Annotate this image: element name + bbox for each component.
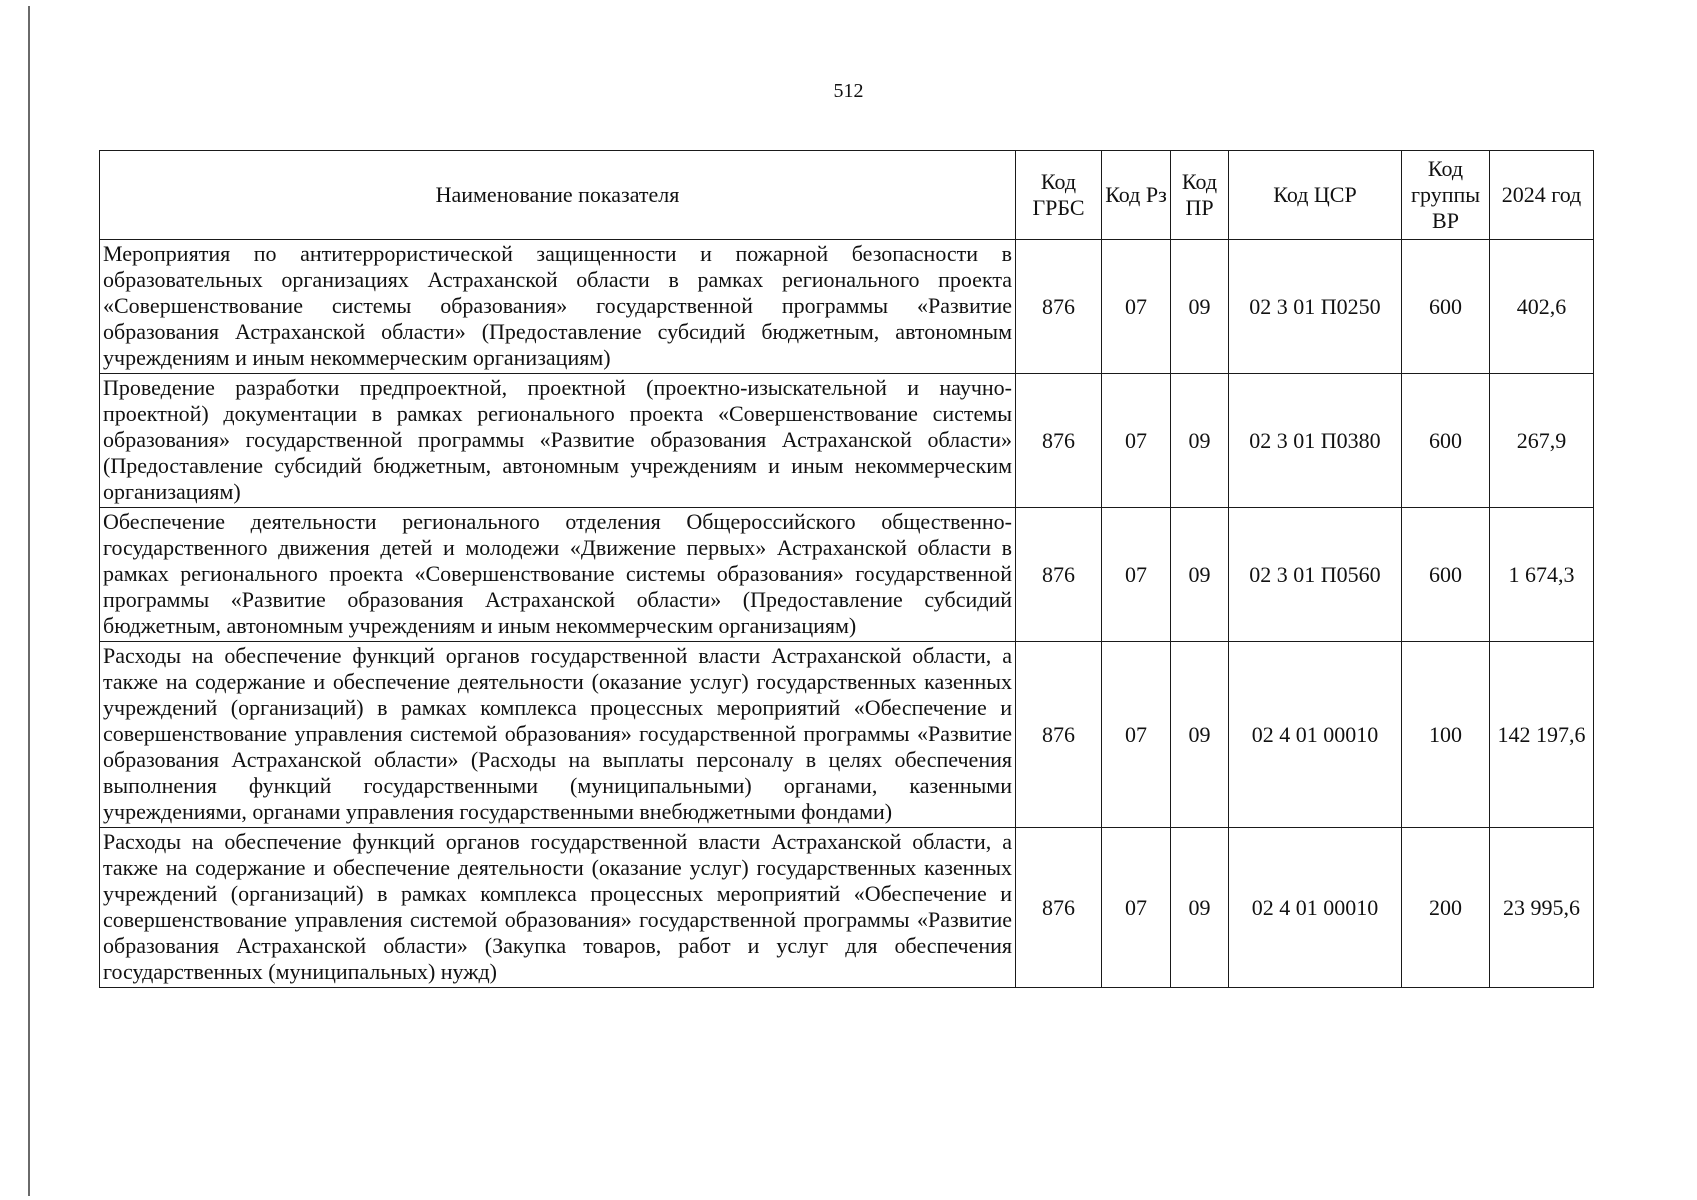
row-vr: 100: [1402, 642, 1490, 828]
row-rz: 07: [1102, 374, 1171, 508]
row-grbs: 876: [1016, 828, 1102, 988]
page-number: 512: [833, 80, 864, 102]
row-name: Расходы на обеспечение функций органов государственной власти Астраханской области, а также на содержание и обеспечение деятельности (оказание услуг) государственных казенных учреждений (организаций) в рамках комплекса процессных мероприятий «Обеспечение и совершенствование управления системой образования» государственной программы «Развитие образования Астраханской области» (Закупка товаров, работ и услуг для обеспечения государственных (муниципальных) нужд): [100, 828, 1016, 988]
row-rz: 07: [1102, 240, 1171, 374]
table-row: [100, 642, 1594, 828]
header-vr: Код группы ВР: [1402, 151, 1490, 240]
row-amount: 23 995,6: [1490, 828, 1594, 988]
header-grbs: Код ГРБС: [1016, 151, 1102, 240]
row-csr: 02 4 01 00010: [1229, 642, 1402, 828]
table-row: [100, 240, 1594, 374]
row-name: Проведение разработки предпроектной, проектной (проектно-изыскательной и научно-проектной) документации в рамках регионального проекта «Совершенствование системы образования» государственной программы «Развитие образования Астраханской области» (Предоставление субсидий бюджетным, автономным учреждениям и иным некоммерческим организациям): [100, 374, 1016, 508]
row-name: Мероприятия по антитеррористической защищенности и пожарной безопасности в образовательных организациях Астраханской области в рамках регионального проекта «Совершенствование системы образования» государственной программы «Развитие образования Астраханской области» (Предоставление субсидий бюджетным, автономным учреждениям и иным некоммерческим организациям): [100, 240, 1016, 374]
row-rz: 07: [1102, 828, 1171, 988]
row-amount: 1 674,3: [1490, 508, 1594, 642]
table-row: [100, 828, 1594, 988]
row-csr: 02 3 01 П0380: [1229, 374, 1402, 508]
row-csr: 02 3 01 П0250: [1229, 240, 1402, 374]
row-pr: 09: [1171, 374, 1229, 508]
table-row: [100, 508, 1594, 642]
row-amount: 142 197,6: [1490, 642, 1594, 828]
header-name: Наименование показателя: [100, 151, 1016, 240]
row-grbs: 876: [1016, 508, 1102, 642]
row-vr: 600: [1402, 240, 1490, 374]
table-row: [100, 374, 1594, 508]
row-grbs: 876: [1016, 642, 1102, 828]
header-csr: Код ЦСР: [1229, 151, 1402, 240]
row-csr: 02 4 01 00010: [1229, 828, 1402, 988]
row-vr: 600: [1402, 508, 1490, 642]
row-name: Расходы на обеспечение функций органов государственной власти Астраханской области, а также на содержание и обеспечение деятельности (оказание услуг) государственных казенных учреждений (организаций) в рамках комплекса процессных мероприятий «Обеспечение и совершенствование управления системой образования» государственной программы «Развитие образования Астраханской области» (Расходы на выплаты персоналу в целях обеспечения выполнения функций государственными (муниципальными) органами, казенными учреждениями, органами управления государственными внебюджетными фондами): [100, 642, 1016, 828]
row-vr: 200: [1402, 828, 1490, 988]
header-year: 2024 год: [1490, 151, 1594, 240]
row-rz: 07: [1102, 642, 1171, 828]
row-pr: 09: [1171, 508, 1229, 642]
row-name: Обеспечение деятельности регионального отделения Общероссийского общественно-государственного движения детей и молодежи «Движение первых» Астраханской области в рамках регионального проекта «Совершенствование системы образования» государственной программы «Развитие образования Астраханской области» (Предоставление субсидий бюджетным, автономным учреждениям и иным некоммерческим организациям): [100, 508, 1016, 642]
row-amount: 267,9: [1490, 374, 1594, 508]
budget-table: [99, 150, 1594, 988]
header-rz: Код Рз: [1102, 151, 1171, 240]
header-pr: Код ПР: [1171, 151, 1229, 240]
row-pr: 09: [1171, 240, 1229, 374]
row-amount: 402,6: [1490, 240, 1594, 374]
scan-edge-line: [28, 6, 30, 1196]
table-header-row: [100, 151, 1594, 240]
row-csr: 02 3 01 П0560: [1229, 508, 1402, 642]
row-grbs: 876: [1016, 374, 1102, 508]
row-pr: 09: [1171, 828, 1229, 988]
row-rz: 07: [1102, 508, 1171, 642]
row-pr: 09: [1171, 642, 1229, 828]
row-grbs: 876: [1016, 240, 1102, 374]
row-vr: 600: [1402, 374, 1490, 508]
